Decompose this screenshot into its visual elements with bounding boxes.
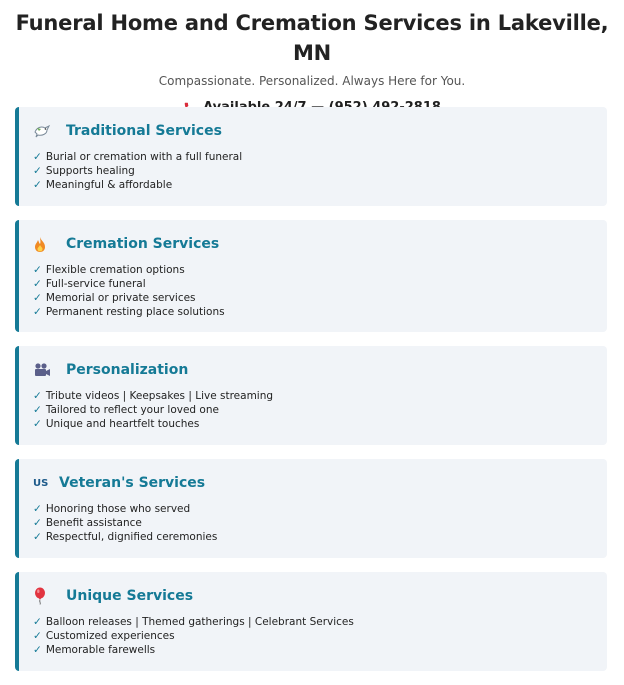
list-item: ✓ Tailored to reflect your loved one: [33, 404, 219, 416]
check-icon: ✓: [33, 630, 42, 642]
page-title: Funeral Home and Cremation Services in Lakeville, MN: [15, 11, 609, 65]
list-item: ✓ Tribute videos | Keepsakes | Live streaming: [33, 390, 274, 402]
list-item: ✓ Balloon releases | Themed gatherings | Celebrant Services: [33, 616, 354, 628]
check-icon: ✓: [33, 278, 42, 290]
us-flag-icon: US: [33, 477, 49, 489]
service-card-cremation: [15, 220, 607, 332]
list-item: ✓ Memorable farewells: [33, 644, 156, 656]
video-camera-icon: [33, 361, 55, 379]
check-icon: ✓: [33, 503, 42, 515]
list-item: ✓ Supports healing: [33, 165, 135, 177]
list-item: ✓ Permanent resting place solutions: [33, 306, 225, 318]
list-item: ✓ Full-service funeral: [33, 278, 146, 290]
card-header: [33, 233, 593, 255]
card-header: [33, 120, 593, 142]
card-title: Veteran's Services: [59, 475, 206, 491]
list-item: ✓ Benefit assistance: [33, 517, 142, 529]
balloon-icon: [33, 587, 55, 605]
check-icon: ✓: [33, 517, 42, 529]
service-card-traditional: [15, 107, 607, 206]
check-icon: ✓: [33, 404, 42, 416]
list-item: ✓ Flexible cremation options: [33, 264, 185, 276]
card-header: [33, 359, 593, 381]
card-title: Traditional Services: [66, 123, 222, 139]
list-item: ✓ Meaningful & affordable: [33, 179, 173, 191]
card-header: [33, 585, 593, 607]
services-list: [15, 107, 607, 685]
page-header: [0, 0, 624, 117]
service-card-veterans: [15, 459, 607, 558]
check-icon: ✓: [33, 292, 42, 304]
list-item: ✓ Unique and heartfelt touches: [33, 418, 200, 430]
check-icon: ✓: [33, 264, 42, 276]
check-icon: ✓: [33, 306, 42, 318]
card-title: Personalization: [66, 362, 189, 378]
check-icon: ✓: [33, 151, 42, 163]
card-items: [33, 389, 593, 431]
card-header: [33, 472, 593, 494]
check-icon: ✓: [33, 531, 42, 543]
page-subtitle: Compassionate. Personalized. Always Here for You.: [158, 74, 466, 88]
card-title: Unique Services: [66, 588, 194, 604]
list-item: ✓ Customized experiences: [33, 630, 175, 642]
dove-icon: [33, 122, 55, 140]
card-items: [33, 150, 593, 192]
card-title: Cremation Services: [66, 236, 220, 252]
check-icon: ✓: [33, 390, 42, 402]
flame-icon: [33, 235, 55, 253]
check-icon: ✓: [33, 616, 42, 628]
card-items: [33, 263, 593, 319]
card-items: [33, 502, 593, 544]
card-items: [33, 615, 593, 657]
check-icon: ✓: [33, 644, 42, 656]
list-item: ✓ Respectful, dignified ceremonies: [33, 531, 218, 543]
check-icon: ✓: [33, 418, 42, 430]
list-item: ✓ Honoring those who served: [33, 503, 191, 515]
list-item: ✓ Memorial or private services: [33, 292, 196, 304]
service-card-personalization: [15, 346, 607, 445]
service-card-unique: [15, 572, 607, 671]
check-icon: ✓: [33, 165, 42, 177]
list-item: ✓ Burial or cremation with a full funeral: [33, 151, 243, 163]
check-icon: ✓: [33, 179, 42, 191]
